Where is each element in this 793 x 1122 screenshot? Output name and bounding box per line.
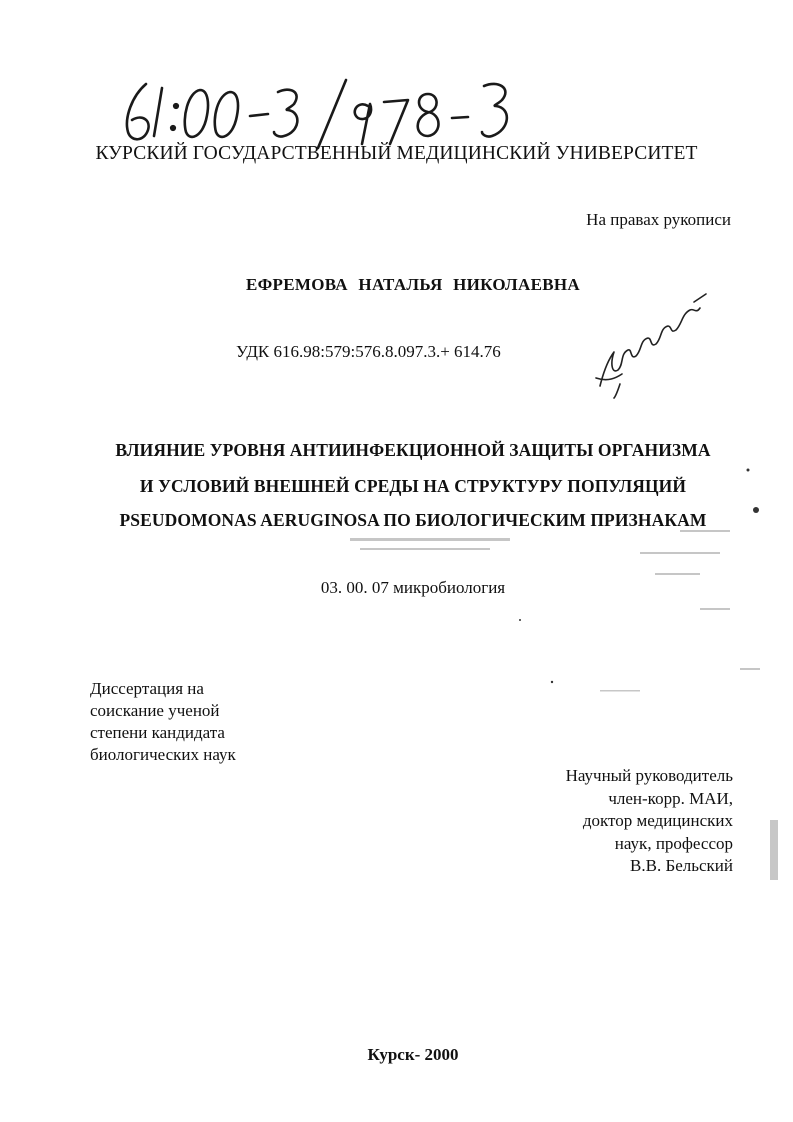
title-line-2: И УСЛОВИЙ ВНЕШНЕЙ СРЕДЫ НА СТРУКТУРУ ПОПУЛЯЦИЙ (139, 476, 687, 496)
scan-smudge (740, 668, 760, 670)
supervisor-line: В.В. Бельский (630, 856, 733, 875)
author-signature (590, 290, 710, 400)
scan-smudge (655, 573, 700, 575)
scan-smudge (360, 548, 490, 550)
supervisor-line: наук, профессор (614, 833, 733, 853)
university-name: КУРСКИЙ ГОСУДАРСТВЕННЫЙ МЕДИЦИНСКИЙ УНИВЕРСИТЕТ (95, 143, 698, 164)
dissertation-line: биологических наук (90, 745, 236, 764)
specialty-code: 03. 00. 07 микробиология (320, 578, 506, 597)
rights-note: На правах рукописи (586, 210, 731, 229)
author-name: ЕФРЕМОВА НАТАЛЬЯ НИКОЛАЕВНА (246, 275, 580, 294)
scan-smudge (640, 552, 720, 554)
dissertation-line: соискание ученой (90, 701, 220, 720)
scan-speck (551, 681, 553, 683)
handwritten-archive-code (118, 72, 538, 152)
dissertation-line: степени кандидата (90, 723, 225, 742)
place-and-year: Курск- 2000 (367, 1045, 459, 1064)
dissertation-type-block (90, 678, 236, 766)
supervisor-block (566, 765, 733, 878)
scan-smudge (600, 690, 640, 692)
dissertation-line: Диссертация на (90, 679, 204, 698)
scan-smudge (700, 608, 730, 610)
title-line-1: ВЛИЯНИЕ УРОВНЯ АНТИИНФЕКЦИОННОЙ ЗАЩИТЫ ОРГАНИЗМА (115, 440, 711, 460)
supervisor-line: член-корр. МАИ, (608, 788, 733, 808)
scan-speck (747, 469, 750, 472)
title-line-3: PSEUDOMONAS AERUGINOSA ПО БИОЛОГИЧЕСКИМ ПРИЗНАКАМ (119, 510, 707, 530)
supervisor-line: Научный руководитель (565, 766, 733, 785)
scan-speck (519, 619, 521, 621)
supervisor-line: доктор медицинских (582, 811, 733, 830)
scan-smudge (350, 538, 510, 541)
scan-smudge (770, 820, 778, 880)
udk-code: УДК 616.98:579:576.8.097.3.+ 614.76 (236, 342, 501, 361)
